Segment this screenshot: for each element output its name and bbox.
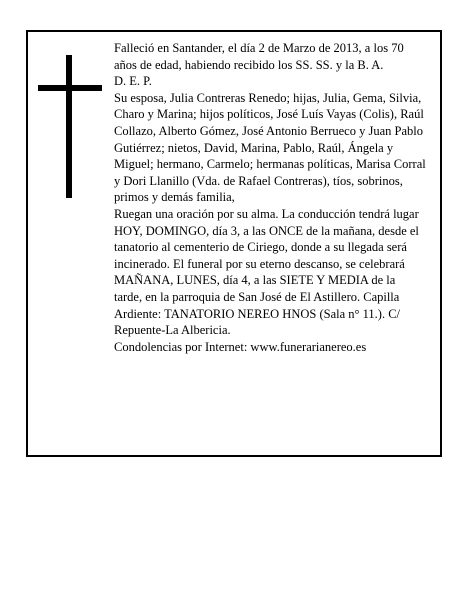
- notice-text: [114, 40, 426, 355]
- rip-abbreviation: D. E. P.: [114, 74, 152, 89]
- condolences-website: Condolencias por Internet: www.funerarianereo.es: [114, 339, 367, 354]
- obituary-notice: [26, 30, 442, 457]
- funeral-details: Ruegan una oración por su alma. La conducción tendrá lugar HOY, DOMINGO, día 3, a las ONCE de la mañana, desde el tanatorio al cementerio de Ciriego, donde a su llegada será incinerado. El funeral por su eterno descanso, se celebrará MAÑANA, LUNES, día 4, a las SIETE Y MEDIA de la tarde, en la parroquia de San José de El Astillero. Capilla Ardiente: TANATORIO NEREO HNOS (Sala n° 11.). C/ Repuente-La Albericia.: [114, 206, 419, 338]
- death-announcement: Falleció en Santander, el día 2 de Marzo de 2013, a los 70 años de edad, habiendo recibido los SS. SS. y la B. A.: [114, 41, 404, 72]
- family-members: Su esposa, Julia Contreras Renedo; hijas, Julia, Gema, Silvia, Charo y Marina; hijos políticos, José Luís Vayas (Colis), Raúl Collazo, Alberto Gómez, José Antonio Berrueco y Juan Pablo Gutiérrez; nietos, David, Marina, Pablo, Raúl, Ángela y Miguel; hermano, Carmelo; hermanas políticas, Marisa Corral y Dori Llanillo (Vda. de Rafael Contreras), tíos, sobrinos, primos y demás familia,: [114, 90, 426, 205]
- cross-vertical-bar: [66, 55, 72, 198]
- latin-cross-icon: [38, 55, 102, 198]
- cross-horizontal-bar: [38, 85, 102, 91]
